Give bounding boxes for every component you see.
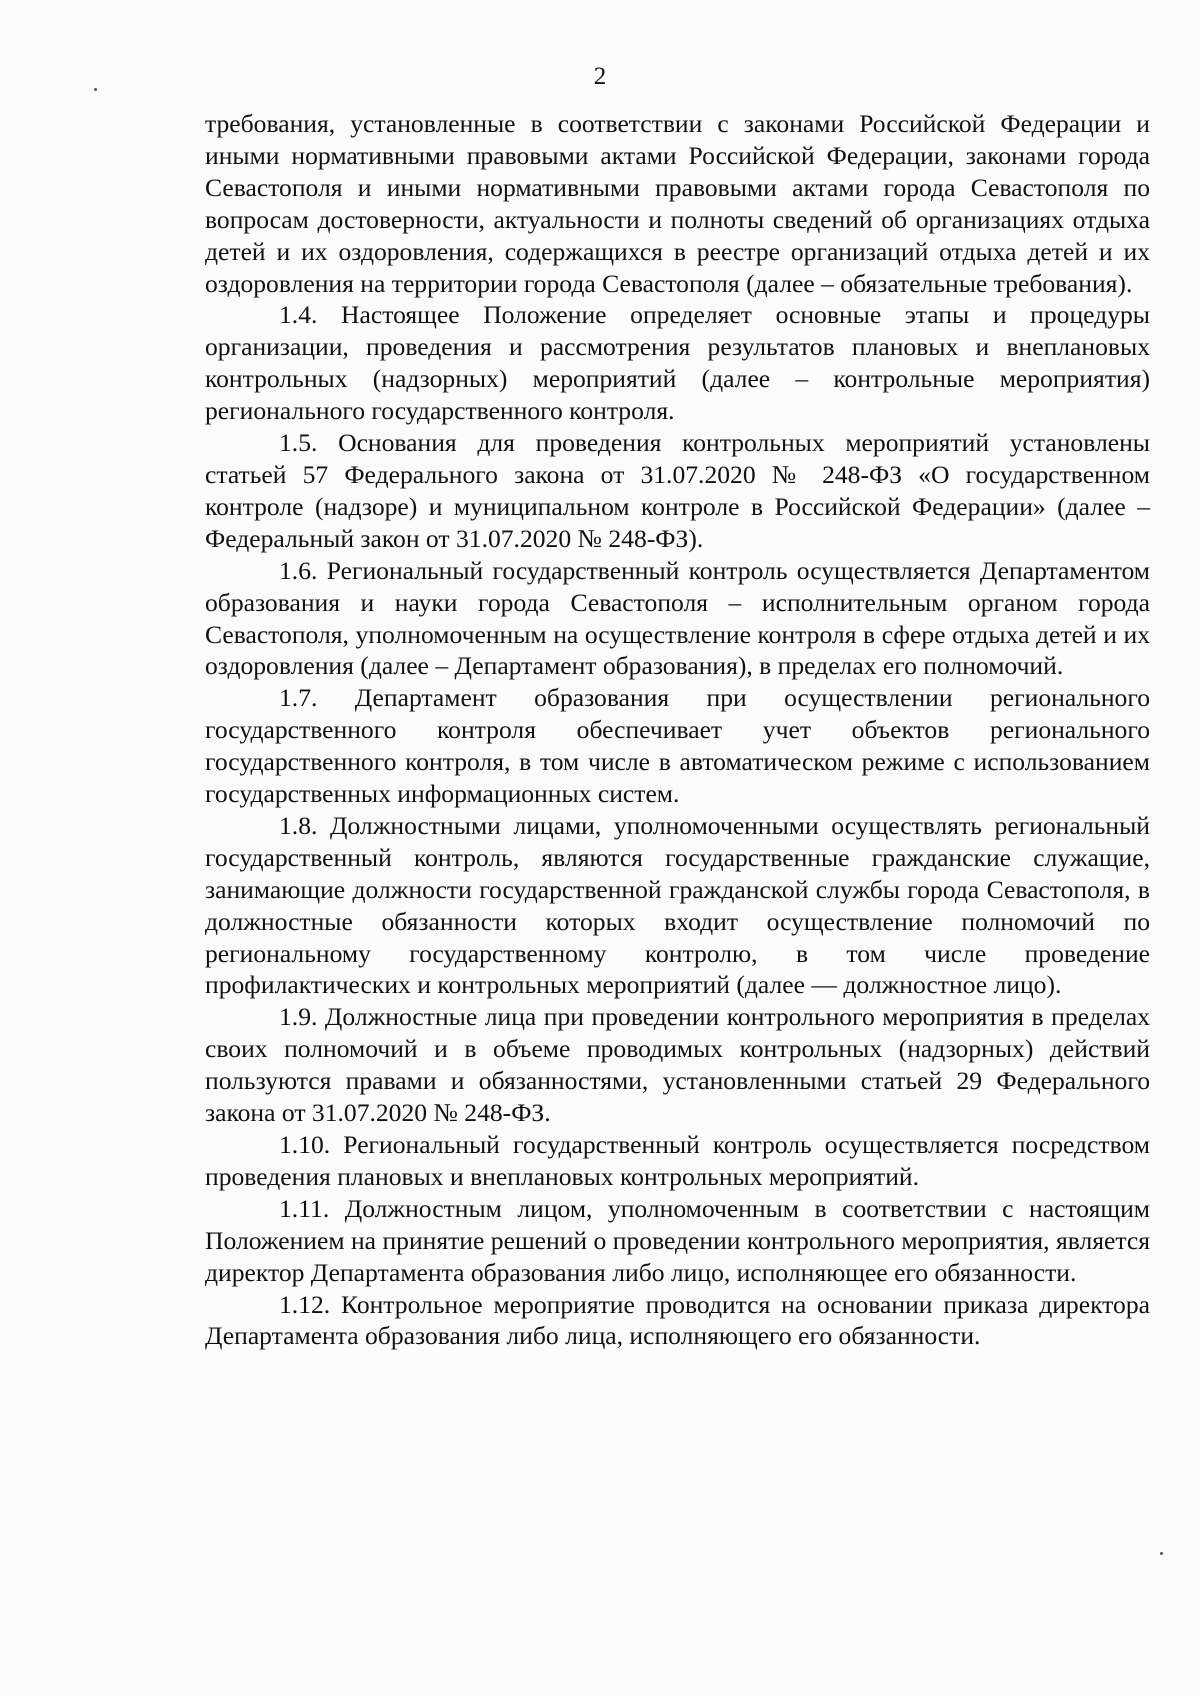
paragraph-1-7: 1.7. Департамент образования при осуществлении регионального государственного контроля обеспечивает учет объектов регионального государственного контроля, в том числе в автоматическом режиме с использованием государственных информационных систем.: [205, 683, 1150, 809]
paragraph-1-9: 1.9. Должностные лица при проведении контрольного мероприятия в пределах своих полномочий и в объеме проводимых контрольных (надзорных) действий пользуются правами и обязанностями, установленными статьей 29 Федерального закона от 31.07.2020 № 248-ФЗ.: [205, 1002, 1150, 1128]
paragraph-1-12: 1.12. Контрольное мероприятие проводится на основании приказа директора Департамента образования либо лица, исполняющего его обязанности.: [205, 1289, 1150, 1351]
paragraph-1-4: 1.4. Настоящее Положение определяет основные этапы и процедуры организации, проведения и рассмотрения результатов плановых и внеплановых контрольных (надзорных) мероприятий (далее – контрольные мероприятия) регионального государственного контроля.: [205, 300, 1150, 426]
scan-speck: [1160, 1552, 1163, 1555]
paragraph-continuation: требования, установленные в соответствии с законами Российской Федерации и иными нормативными правовыми актами Российской Федерации, законами города Севастополя и иными нормативными правовыми актами города Севастополя по вопросам достоверности, актуальности и полноты сведений об организациях отдыха детей и их оздоровления, содержащихся в реестре организаций отдыха детей и их оздоровления на территории города Севастополя (далее – обязательные требования).: [205, 109, 1150, 298]
paragraph-1-5: 1.5. Основания для проведения контрольных мероприятий установлены статьей 57 Федерального закона от 31.07.2020 № 248-ФЗ «О государственном контроле (надзоре) и муниципальном контроле в Российской Федерации» (далее – Федеральный закон от 31.07.2020 № 248-ФЗ).: [205, 428, 1150, 553]
paragraph-1-8: 1.8. Должностными лицами, уполномоченными осуществлять региональный государственный контроль, являются государственные гражданские служащие, занимающие должности государственной гражданской службы города Севастополя, в должностные обязанности которых входит осуществление полномочий по региональному государственному контролю, в том числе проведение профилактических и контрольных мероприятий (далее — должностное лицо).: [205, 810, 1150, 1000]
paragraph-1-10: 1.10. Региональный государственный контроль осуществляется посредством проведения плановых и внеплановых контрольных мероприятий.: [205, 1130, 1150, 1191]
page-number: 2: [593, 63, 607, 90]
paragraph-1-6: 1.6. Региональный государственный контроль осуществляется Департаментом образования и науки города Севастополя – исполнительным органом города Севастополя, уполномоченным на осуществление контроля в сфере отдыха детей и их оздоровления (далее – Департамент образования), в пределах его полномочий.: [205, 555, 1150, 681]
paragraph-1-11: 1.11. Должностным лицом, уполномоченным в соответствии с настоящим Положением на принятие решений о проведении контрольного мероприятия, является директор Департамента образования либо лицо, исполняющее его обязанности.: [205, 1193, 1150, 1287]
document-body: [205, 108, 1150, 1352]
